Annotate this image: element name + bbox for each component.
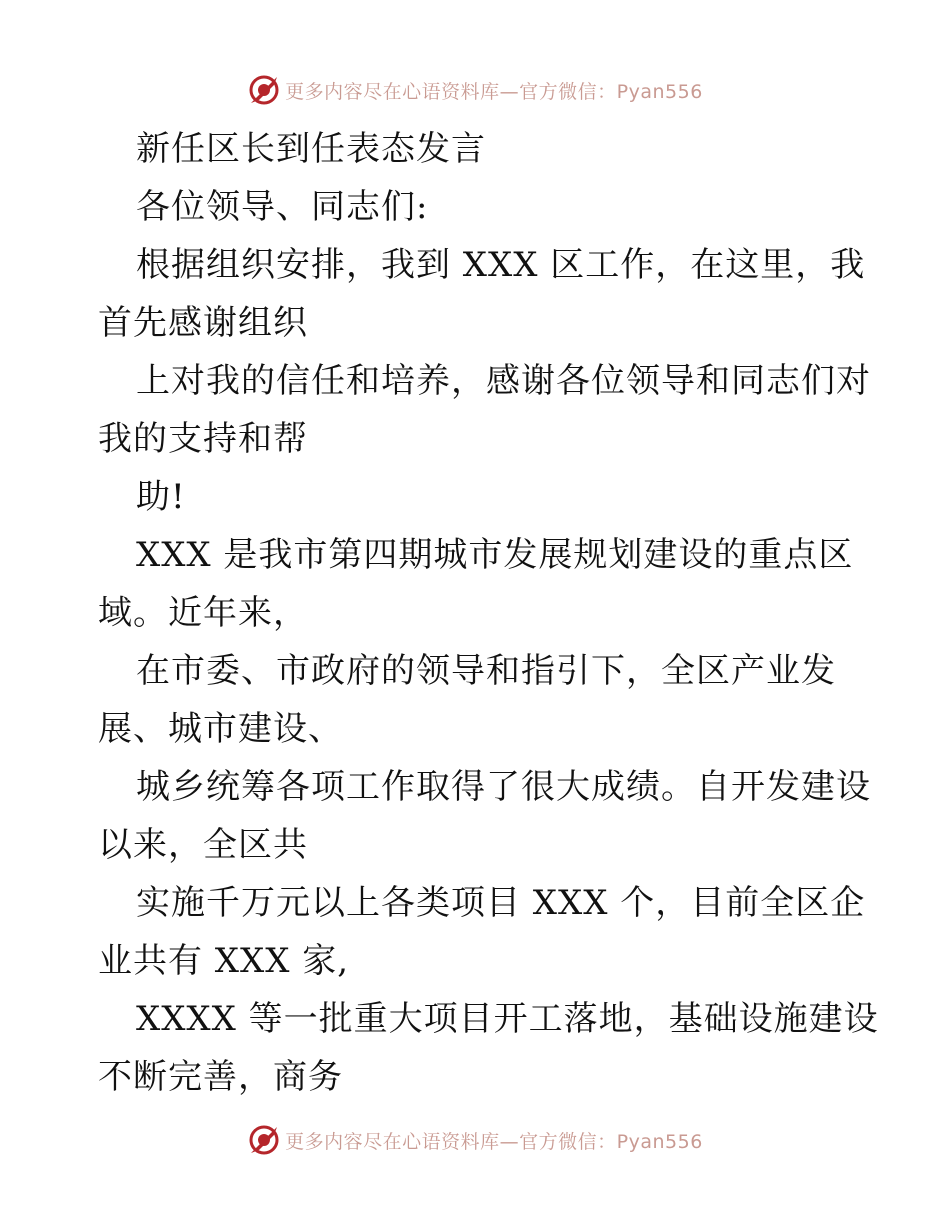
- footer-watermark-text: 更多内容尽在心语资料库—官方微信：Pyan556: [285, 1130, 703, 1153]
- body-line: 以来，全区共: [98, 825, 308, 865]
- document-title: 新任区长到任表态发言: [136, 129, 486, 169]
- body-line: 城乡统筹各项工作取得了很大成绩。自开发建设: [136, 767, 871, 807]
- document-body: [98, 120, 879, 1106]
- body-line: XXX 是我市第四期城市发展规划建设的重点区: [136, 535, 854, 575]
- quill-pen-logo-icon: [247, 73, 281, 107]
- body-line: 实施千万元以上各类项目 XXX 个，目前全区企: [136, 883, 866, 923]
- body-line: 根据组织安排，我到 XXX 区工作，在这里，我: [136, 245, 866, 285]
- body-line: 在市委、市政府的领导和指引下，全区产业发: [136, 651, 836, 691]
- header-watermark: [0, 70, 950, 110]
- header-watermark-text: 更多内容尽在心语资料库—官方微信：Pyan556: [285, 80, 703, 103]
- body-line: 业共有 XXX 家,: [98, 941, 350, 981]
- quill-pen-logo-icon: [247, 1123, 281, 1157]
- body-line: 我的支持和帮: [98, 419, 308, 459]
- body-line: 首先感谢组织: [98, 303, 308, 343]
- body-line: 上对我的信任和培养，感谢各位领导和同志们对: [136, 361, 871, 401]
- body-line: 展、城市建设、: [98, 709, 343, 749]
- salutation: 各位领导、同志们:: [136, 187, 429, 227]
- body-line: 不断完善，商务: [98, 1057, 343, 1097]
- body-line: XXXX 等一批重大项目开工落地，基础设施建设: [136, 999, 879, 1039]
- body-line: 域。近年来，: [98, 593, 308, 633]
- body-line: 助!: [136, 477, 186, 517]
- footer-watermark: [0, 1120, 950, 1160]
